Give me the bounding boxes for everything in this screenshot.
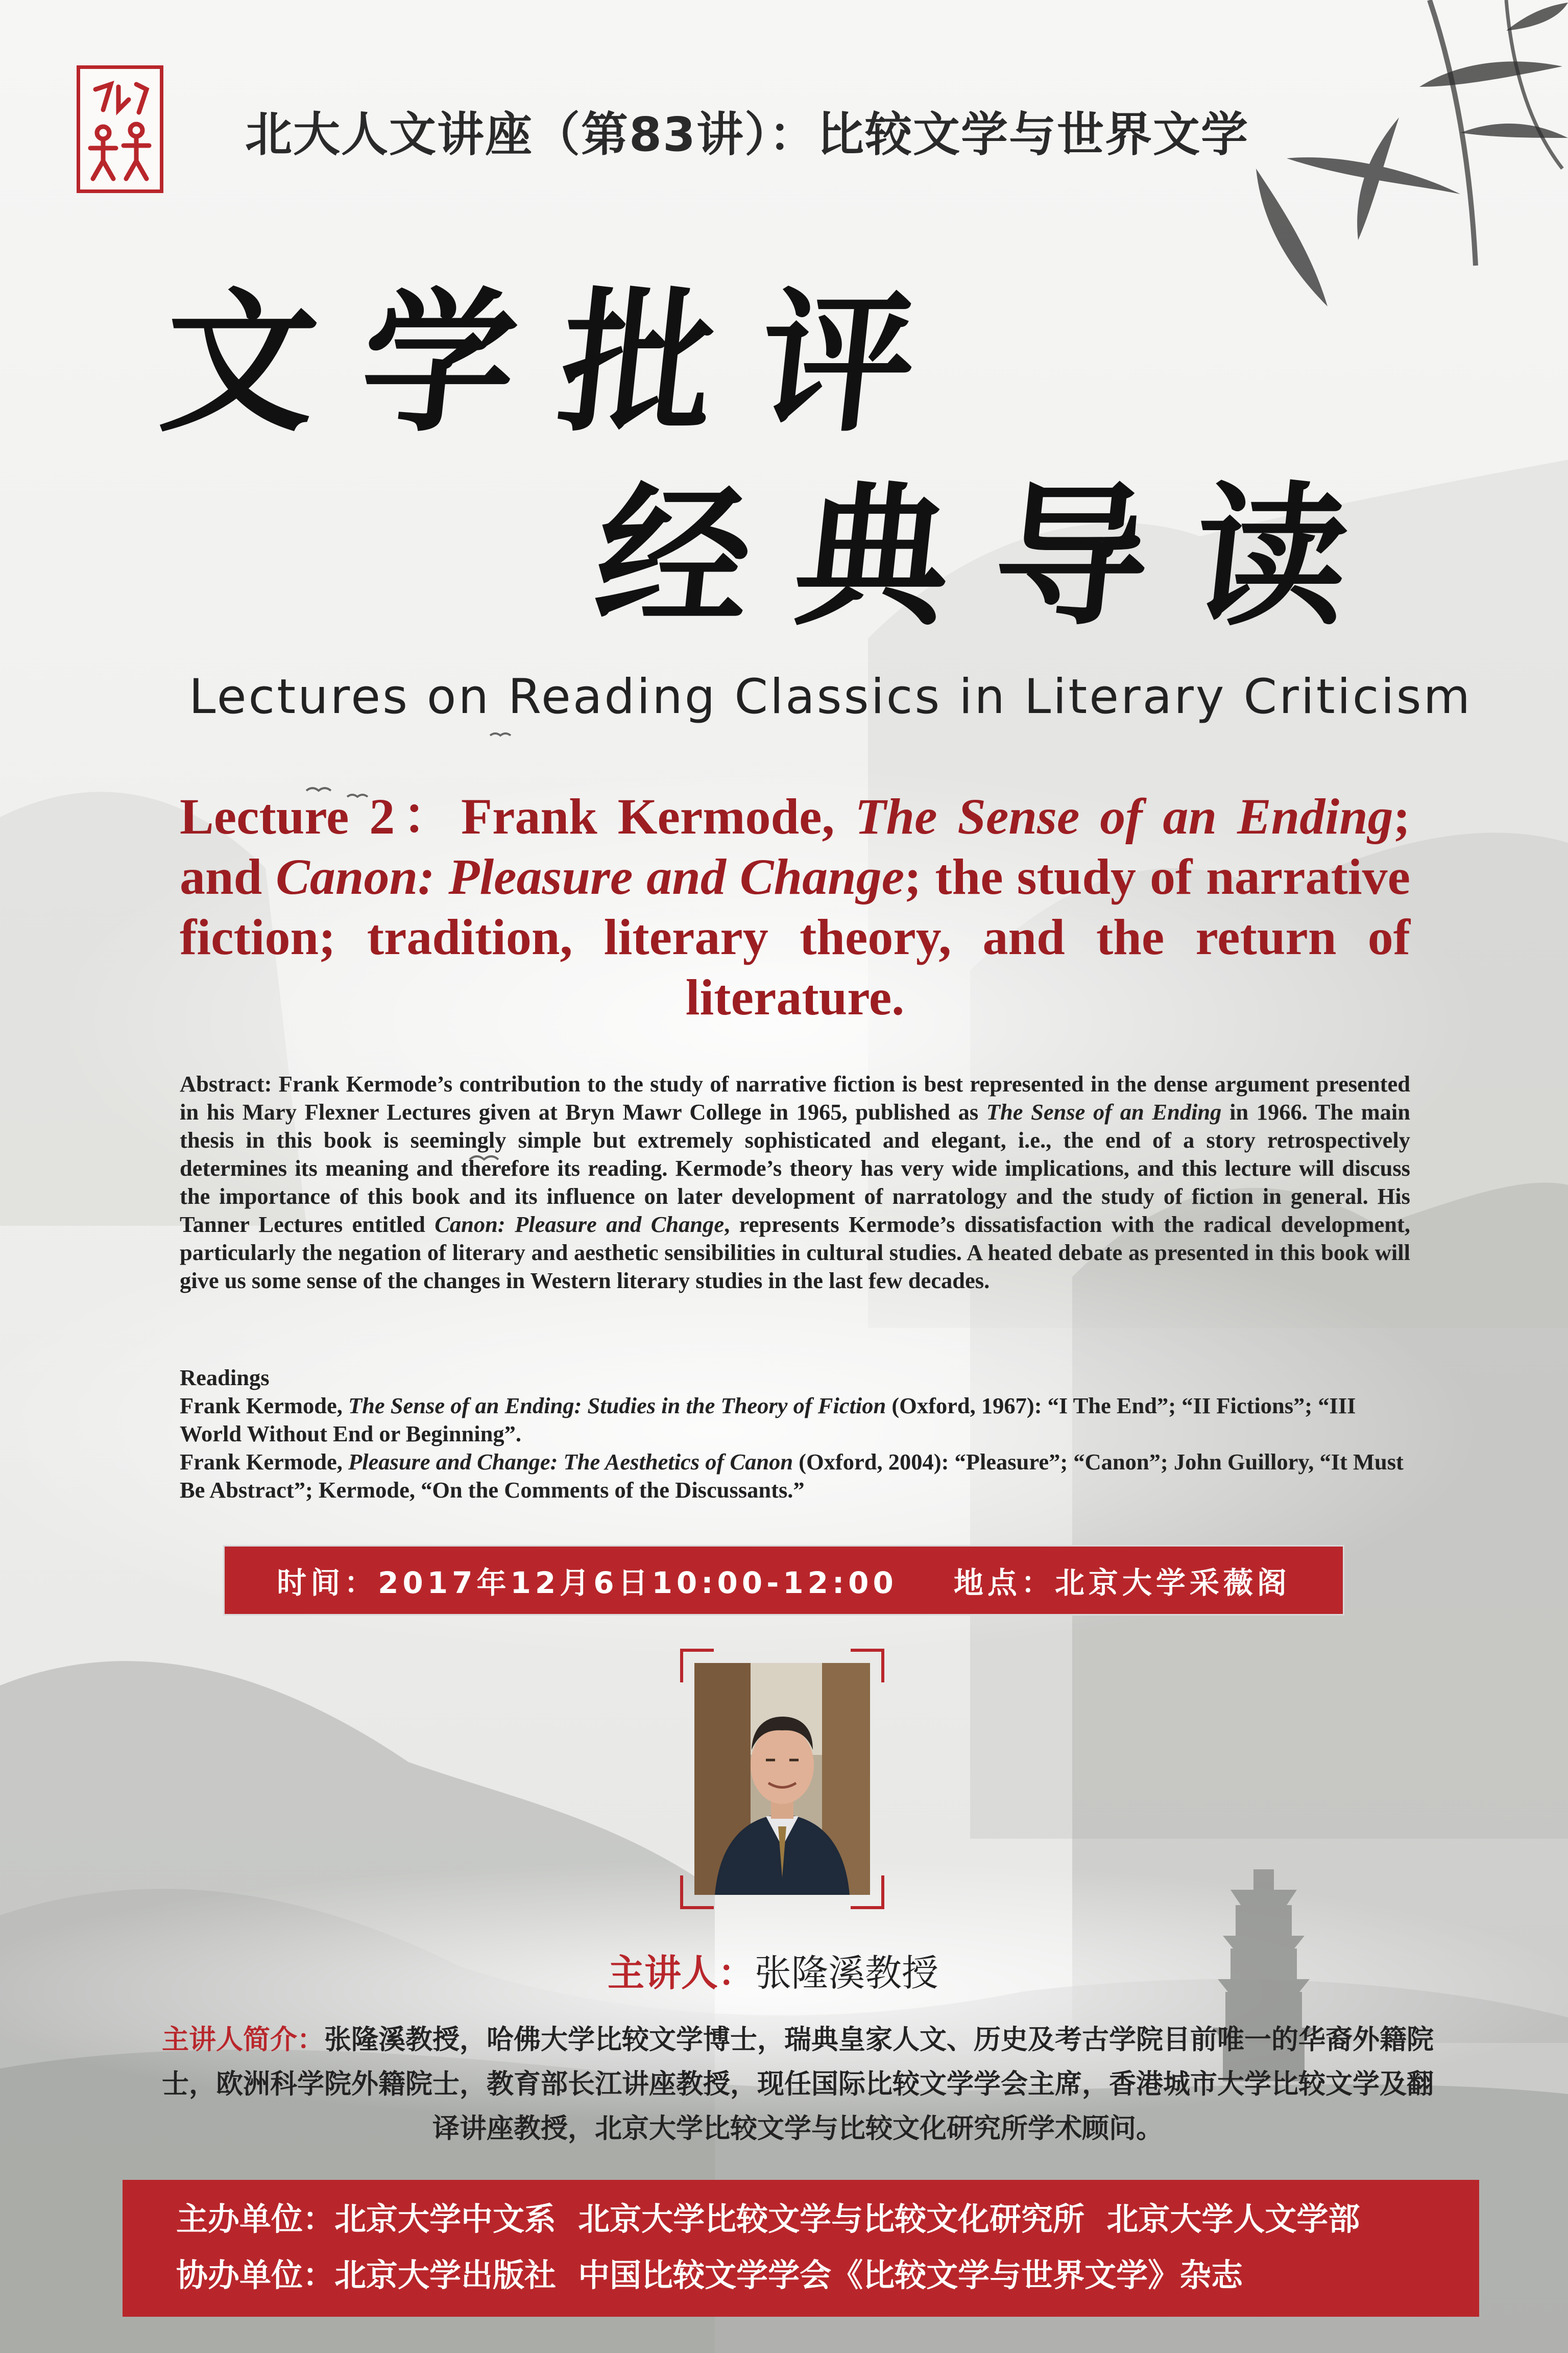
co-host-label: 协办单位： (176, 2256, 335, 2294)
series-title: 北大人文讲座（第83讲）：比较文学与世界文学 (245, 107, 1249, 162)
lecture-heading-part1: Lecture 2：Frank Kermode, (180, 788, 855, 845)
reading-2-book: Pleasure and Change: The Aesthetics of Canon (348, 1449, 793, 1475)
abstract-book2: Canon: Pleasure and Change (435, 1211, 725, 1237)
co-host-row (176, 2247, 1479, 2303)
host-row (176, 2191, 1479, 2247)
place-value: 北京大学采薇阁 (1054, 1565, 1291, 1600)
speaker-photo-frame (680, 1649, 884, 1909)
abstract-text-2: in 1966. The main thesis in this book is seemingly simple but extremely sophisticated and elegant, i.e., the end of a story retrospectively determines its meaning and therefore its reading. Kermode’s theory has very wide implications, and this lecture will discuss the importance of this book and its influence on later development of narratology and the study of fiction in general. His Tanner Lectures entitled (180, 1099, 1411, 1237)
reading-1-book: The Sense of an Ending: Studies in the Theory of Fiction (348, 1393, 886, 1418)
speaker-bio-label: 主讲人简介： (162, 2024, 324, 2055)
english-subtitle: Lectures on Reading Classics in Literary Criticism (189, 669, 1473, 725)
speaker-photo (694, 1663, 870, 1895)
reading-item-2 (180, 1448, 1410, 1504)
reading-2-rest: (Oxford, 2004): “Pleasure”; “Canon”; John Guillory, “It Must Be Abstract”; Kermode, “On the Comments of the Discussants.” (180, 1449, 1404, 1503)
lecture-heading-part2: ; and (180, 788, 1410, 905)
reading-item-1 (180, 1392, 1410, 1448)
reading-1-rest: (Oxford, 1967): “I The End”; “II Fictions”; “III World Without End or Beginning”. (180, 1393, 1356, 1446)
time-label: 时间： (277, 1565, 378, 1600)
speaker-label: 主讲人： (608, 1952, 755, 1994)
time-place-bar (225, 1547, 1343, 1614)
host-label: 主办单位： (176, 2200, 335, 2238)
abstract-paragraph (180, 1070, 1410, 1295)
lecture-heading-part3: ; the study of narrative fiction; tradition, literary theory, and the return of literature. (180, 848, 1411, 1026)
main-title-line1: 文学批评 (154, 272, 970, 453)
lecture-book1-title: The Sense of an Ending (855, 788, 1393, 845)
reading-1-author: Frank Kermode, (180, 1393, 348, 1418)
speaker-bio (156, 2017, 1440, 2151)
speaker-bio-text: 张隆溪教授，哈佛大学比较文学博士，瑞典皇家人文、历史及考古学院目前唯一的华裔外籍院士，欧洲科学院外籍院士，教育部长江讲座教授，现任国际比较文学学会主席，香港城市大学比较文学及翻译讲座教授，北京大学比较文学与比较文化研究所学术顾问。 (162, 2024, 1434, 2144)
lecture-series-seal-logo (77, 65, 163, 193)
place-label: 地点： (953, 1565, 1055, 1600)
readings-section (180, 1364, 1410, 1504)
readings-heading: Readings (180, 1365, 270, 1390)
speaker-name: 张隆溪教授 (755, 1952, 939, 1994)
lecture-book2-title: Canon: Pleasure and Change (276, 848, 905, 905)
abstract-text-1: Abstract: Frank Kermode’s contribution to the study of narrative fiction is best represented in the dense argument presented in his Mary Flexner Lectures given at Bryn Mawr College in 1965, published as (180, 1071, 1410, 1125)
host-units: 北京大学中文系 北京大学比较文学与比较文化研究所 北京大学人文学部 (334, 2200, 1360, 2238)
main-title-line2: 经典导读 (588, 466, 1404, 647)
co-host-units: 北京大学出版社 中国比较文学学会《比较文学与世界文学》杂志 (334, 2256, 1243, 2294)
abstract-text-3: , represents Kermode’s dissatisfaction with the radical development, particularly the negation of literary and aesthetic sensibilities in cultural studies. A heated debate as presented in this book will give us some sense of the changes in Western literary studies in the last few decades. (180, 1211, 1410, 1293)
lecture-heading (180, 787, 1410, 1028)
time-value: 2017年12月6日10:00-12:00 (378, 1565, 898, 1600)
seal-figures-icon (80, 69, 160, 189)
reading-2-author: Frank Kermode, (180, 1449, 348, 1475)
organizers-bar (123, 2180, 1479, 2317)
abstract-book1: The Sense of an Ending (986, 1099, 1222, 1125)
speaker-line (608, 1943, 938, 1997)
